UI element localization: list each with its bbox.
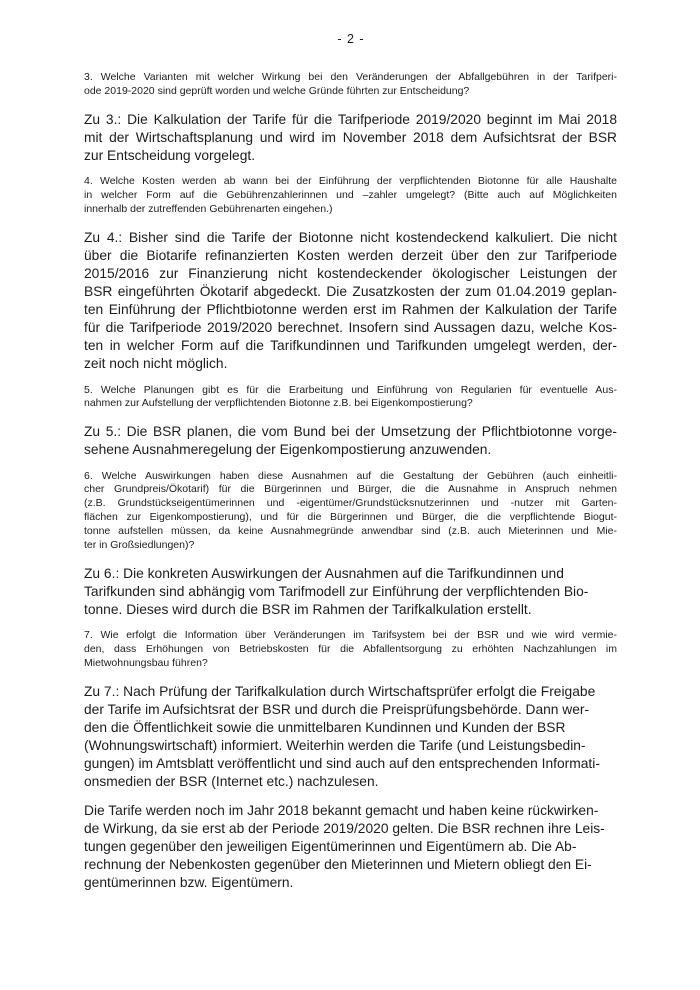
text-line: nahmen zur Aufstellung der verpflichtenden Biotonne z.B. bei Eigenkompostierung? xyxy=(84,397,473,410)
text-line: tungen gegenüber den jeweiligen Eigentümerinnen und Eigentümern ab. Die Ab- xyxy=(84,838,577,854)
question-7 xyxy=(84,629,617,671)
answer-4 xyxy=(84,229,617,374)
closing-paragraph xyxy=(84,802,617,892)
text-line: Mietwohnungsbau führen? xyxy=(84,657,208,670)
text-line: 2015/2016 zur Finanzierung nicht kostendeckender ökologischer Leistungen der xyxy=(84,266,617,281)
text-line: Zu 6.: Die konkreten Auswirkungen der Ausnahmen auf die Tarifkundinnen und xyxy=(84,566,564,581)
text-line: flächen zur Eigenkompostierung), und für die Bürgerinnen und Bürger, die die verpflichtende Biogut- xyxy=(84,511,617,524)
text-line: ten Einführung der Pflichtbiotonne werden erst im Rahmen der Kalkulation der Tarife xyxy=(84,302,617,318)
text-line: rechnung der Nebenkosten gegenüber den Mieterinnen und Mietern obliegt den Ei- xyxy=(84,856,592,872)
question-4 xyxy=(84,175,617,217)
text-line: BSR eingeführten Ökotarif abgedeckt. Die Zusatzkosten der zum 01.04.2019 geplan- xyxy=(84,284,617,300)
question-5 xyxy=(84,384,617,412)
text-line: Die Tarife werden noch im Jahr 2018 bekannt gemacht und haben keine rückwirken- xyxy=(84,802,599,818)
text-line: Zu 4.: Bisher sind die Tarife der Biotonne nicht kostendeckend kalkuliert. Die nicht xyxy=(84,229,617,245)
text-line: ten in welcher Form auf die Tarifkundinnen und Tarifkunden umgelegt werden, der- xyxy=(84,338,617,354)
text-line: zur Entscheidung vorgelegt. xyxy=(84,148,256,163)
text-line: den die Öffentlichkeit sowie die unmittelbaren Kundinnen und Kunden der BSR xyxy=(84,720,566,736)
text-line: 5. Welche Planungen gibt es für die Erarbeitung und Einführung von Regularien für eventuelle Aus- xyxy=(84,383,617,396)
text-line: Tarifkunden sind abhängig vom Tarifmodell zur Einführung der verpflichtenden Bio- xyxy=(84,584,589,600)
text-line: cher Grundpreis/Ökotarif) für die Bürgerinnen und Bürger, die die Ausnahme in Anspruch nehmen xyxy=(84,483,617,496)
text-line: Zu 7.: Nach Prüfung der Tarifkalkulation durch Wirtschaftsprüfer erfolgt die Freigabe xyxy=(84,684,596,699)
text-line: 4. Welche Kosten werden ab wann bei der Einführung der verpflichtenden Biotonne für alle Haushalte xyxy=(84,175,617,188)
text-line: (Wohnungswirtschaft) informiert. Weiterhin werden die Tarife (und Leistungsbedin- xyxy=(84,738,586,754)
text-line: (z.B. Grundstückseigentümerinnen und -eigentümer/Grundstücksnutzerinnen und -nutzer mit Garten- xyxy=(84,497,617,510)
text-line: mit der Wirtschaftsplanung und wird im November 2018 dem Aufsichtsrat der BSR xyxy=(84,129,617,145)
text-line: onsmedien der BSR (Internet etc.) nachzulesen. xyxy=(84,774,379,790)
text-line: ter in Großsiedlungen)? xyxy=(84,539,195,552)
text-line: gentümerinnen bzw. Eigentümern. xyxy=(84,874,294,890)
text-line: gungen) im Amtsblatt veröffentlicht und sind auch auf den entsprechenden Informati- xyxy=(84,756,600,772)
text-line: der Tarife im Aufsichtsrat der BSR und durch die Preisprüfungsbehörde. Dann wer- xyxy=(84,702,590,718)
text-line: 6. Welche Auswirkungen haben diese Ausnahmen auf die Gestaltung der Gebühren (auch einheitli- xyxy=(84,469,617,482)
text-line: für die Tarifperiode 2019/2020 berechnet. Insofern sind Aussagen dazu, welche Kos- xyxy=(84,320,617,336)
question-6 xyxy=(84,470,617,553)
text-line: 7. Wie erfolgt die Information über Veränderungen im Tarifsystem bei der BSR und wie wird vermie- xyxy=(84,629,617,642)
text-line: 3. Welche Varianten mit welcher Wirkung bei den Veränderungen der Abfallgebühren in der Tarifperi- xyxy=(84,71,617,83)
text-line: tonne aufstellen müssen, da keine Ausnahmegründe anwendbar sind (z.B. auch Mieterinnen und Mie- xyxy=(84,525,617,538)
answer-5 xyxy=(84,423,617,459)
text-line: über die Biotarife refinanzierten Kosten werden derzeit über den zur Tarifperiode xyxy=(84,247,617,263)
answer-7 xyxy=(84,683,617,792)
document-body xyxy=(84,71,617,892)
text-line: innerhalb der zutreffenden Gebührenarten eingehen.) xyxy=(84,202,333,215)
text-line: ode 2019-2020 sind geprüft worden und welche Gründe führten zur Entscheidung? xyxy=(84,84,470,97)
text-line: de Wirkung, da sie erst ab der Periode 2019/2020 gelten. Die BSR rechnen ihre Leis- xyxy=(84,820,605,836)
answer-3 xyxy=(84,111,617,165)
text-line: zeit noch nicht möglich. xyxy=(84,356,228,372)
text-line: sehene Ausnahmeregelung der Eigenkompostierung anzuwenden. xyxy=(84,442,492,458)
text-line: tonne. Dieses wird durch die BSR im Rahmen der Tarifkalkulation erstellt. xyxy=(84,602,532,618)
text-line: den, dass Erhöhungen von Betriebskosten für die Abfallentsorgung zu erhöhten Nachzahlungen im xyxy=(84,643,617,656)
question-3 xyxy=(84,71,617,99)
text-line: Zu 5.: Die BSR planen, die vom Bund bei der Umsetzung der Pflichtbiotonne vorge- xyxy=(84,424,617,440)
text-line: in welcher Form auf die Gebührenzahlerinnen und –zahler umgelegt? (Bitte auch auf Möglichkeiten xyxy=(84,189,617,201)
answer-6 xyxy=(84,565,617,619)
text-line: Zu 3.: Die Kalkulation der Tarife für die Tarifperiode 2019/2020 beginnt im Mai 2018 xyxy=(84,111,617,127)
page-number: - 2 - xyxy=(337,32,364,46)
